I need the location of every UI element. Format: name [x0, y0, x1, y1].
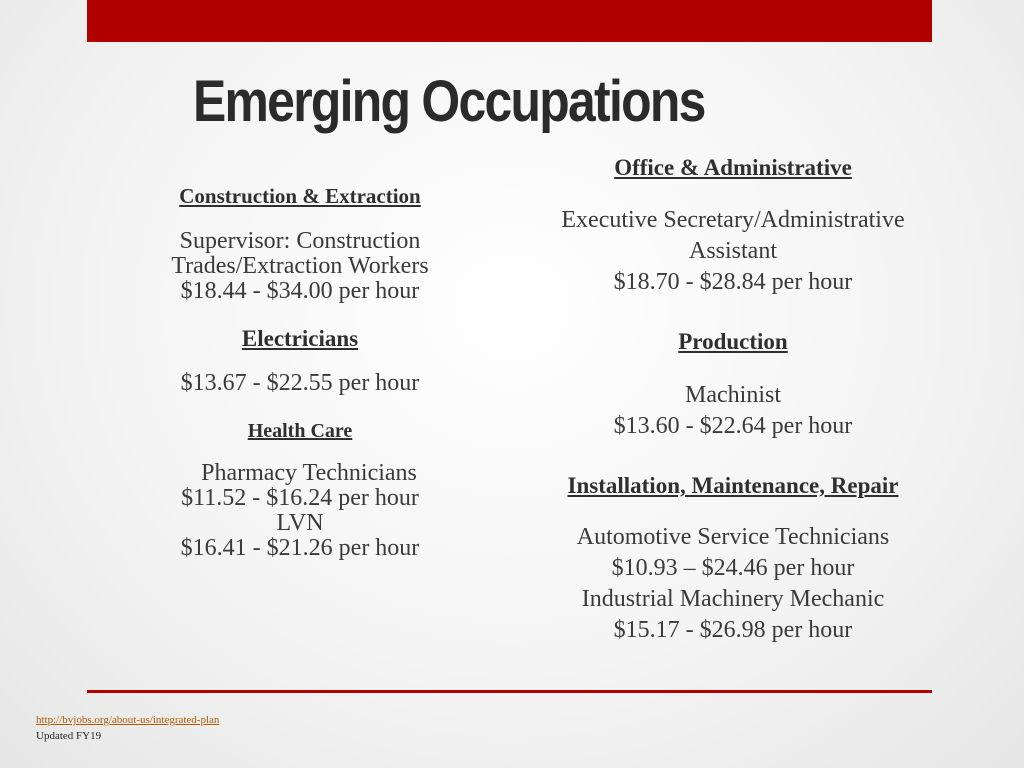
bottom-divider: [87, 690, 932, 693]
construction-details: [150, 229, 450, 304]
updated-note: Updated FY19: [36, 730, 102, 742]
electricians-line: $13.67 - $22.55 per hour: [180, 370, 420, 396]
health-care-details: [150, 461, 450, 561]
health-care-line: Pharmacy Technicians: [201, 460, 417, 486]
top-accent-bar: [87, 0, 932, 42]
electricians-heading: Electricians: [241, 326, 359, 351]
construction-line: Trades/Extraction Workers: [171, 253, 429, 279]
electricians-details: [150, 371, 450, 396]
production-line: $13.60 - $22.64 per hour: [613, 413, 853, 439]
construction-heading: Construction & Extraction: [179, 184, 421, 208]
installation-line: $15.17 - $26.98 per hour: [613, 617, 853, 643]
installation-details: [533, 522, 933, 646]
health-care-line: LVN: [276, 510, 324, 536]
installation-line: $10.93 – $24.46 per hour: [611, 555, 855, 581]
construction-line: Supervisor: Construction: [179, 228, 421, 254]
source-link[interactable]: http://bvjobs.org/about-us/integrated-plan: [36, 714, 220, 726]
installation-heading: Installation, Maintenance, Repair: [567, 473, 899, 498]
production-heading: Production: [678, 329, 788, 354]
production-line: Machinist: [685, 382, 781, 408]
office-line: Assistant: [688, 238, 777, 264]
office-line: Executive Secretary/Administrative: [561, 207, 905, 233]
construction-line: $18.44 - $34.00 per hour: [180, 278, 420, 304]
office-details: [533, 205, 933, 298]
installation-line: Industrial Machinery Mechanic: [581, 586, 885, 612]
production-details: [533, 380, 933, 442]
installation-line: Automotive Service Technicians: [576, 524, 890, 550]
health-care-heading: Health Care: [247, 420, 353, 442]
slide-title: Emerging Occupations: [193, 69, 705, 134]
office-heading: Office & Administrative: [614, 155, 852, 180]
office-line: $18.70 - $28.84 per hour: [613, 269, 853, 295]
health-care-line: $16.41 - $21.26 per hour: [180, 535, 420, 561]
health-care-line: $11.52 - $16.24 per hour: [181, 485, 419, 511]
